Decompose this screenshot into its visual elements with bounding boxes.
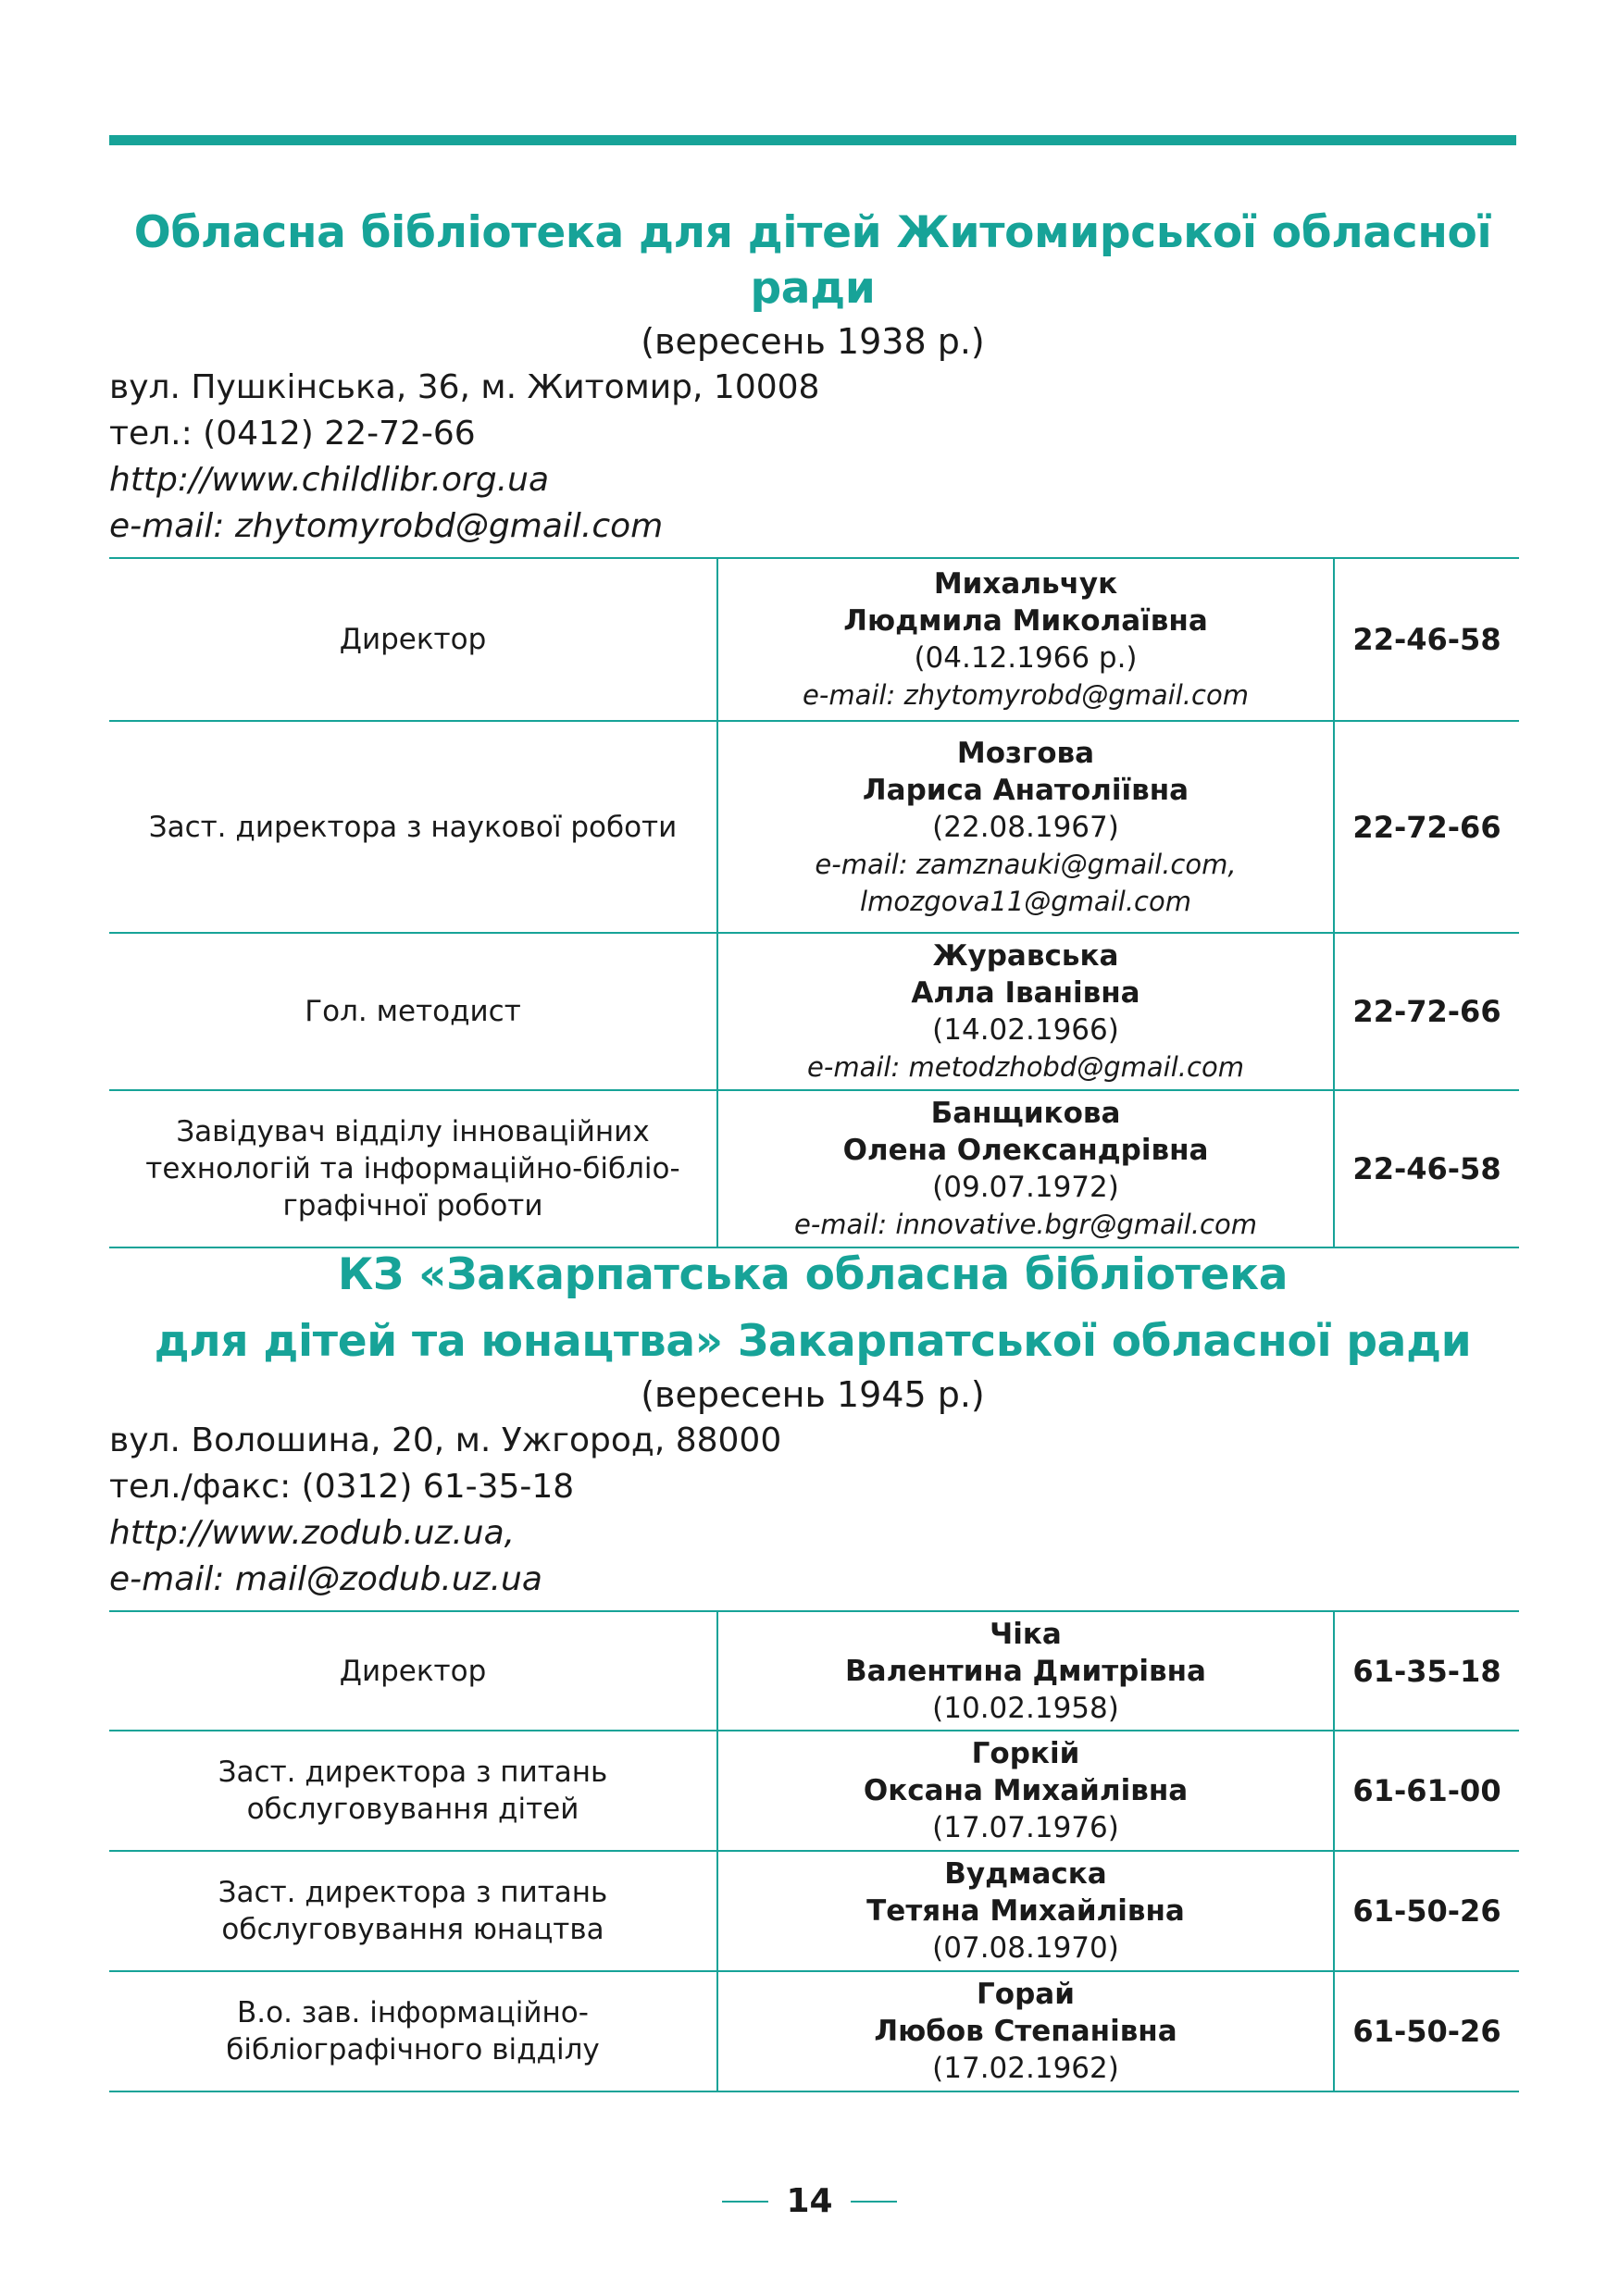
staff-surname: Журавська: [932, 939, 1119, 973]
staff-birth-date: (09.07.1972): [932, 1171, 1119, 1204]
staff-name: Алла Іванівна: [911, 976, 1140, 1010]
staff-birth-date: (14.02.1966): [932, 1013, 1119, 1047]
staff-birth-date: (10.02.1958): [932, 1691, 1119, 1725]
top-accent-bar: [109, 135, 1516, 145]
staff-name: Людмила Миколаївна: [843, 604, 1208, 638]
library-section-zhytomyr: [109, 205, 1516, 1248]
staff-surname: Чіка: [990, 1617, 1062, 1651]
table-row: [109, 721, 1519, 933]
staff-position: Директор: [109, 558, 717, 721]
staff-surname: Горай: [977, 1978, 1075, 2011]
staff-name: Тетяна Михайлівна: [866, 1894, 1185, 1928]
staff-phone: 22-46-58: [1334, 558, 1519, 721]
staff-person: [717, 558, 1334, 721]
staff-name: Любов Степанівна: [874, 2015, 1177, 2048]
staff-person: [717, 1090, 1334, 1247]
staff-person: [717, 721, 1334, 933]
staff-phone: 61-50-26: [1334, 1851, 1519, 1971]
phone: тел.: (0412) 22-72-66: [109, 415, 476, 453]
address: вул. Волошина, 20, м. Ужгород, 88000: [109, 1421, 782, 1459]
address: вул. Пушкінська, 36, м. Житомир, 10008: [109, 368, 820, 406]
table-row: [109, 933, 1519, 1090]
footer-line-left: [722, 2201, 768, 2203]
email-link[interactable]: e-mail: zhytomyrobd@gmail.com: [109, 507, 664, 545]
table-row: [109, 558, 1519, 721]
website-link[interactable]: http://www.childlibr.org.ua: [109, 461, 550, 499]
staff-phone: 61-50-26: [1334, 1971, 1519, 2091]
page-footer: [0, 2182, 1619, 2220]
staff-birth-date: (17.07.1976): [932, 1811, 1119, 1844]
footer-line-right: [851, 2201, 897, 2203]
library-section-zakarpattia: [109, 1247, 1516, 2092]
staff-position: Заст. директора з питань обслуговування дітей: [109, 1731, 717, 1851]
section-title-line1: КЗ «Закарпатська обласна бібліотека: [337, 1249, 1289, 1300]
staff-person: [717, 1731, 1334, 1851]
staff-email[interactable]: e-mail: zamznauki@gmail.com,: [815, 848, 1237, 880]
phone: тел./факс: (0312) 61-35-18: [109, 1468, 575, 1506]
staff-phone: 22-46-58: [1334, 1090, 1519, 1247]
staff-person: [717, 1611, 1334, 1731]
staff-position: Заст. директора з питань обслуговування юнацтва: [109, 1851, 717, 1971]
staff-position: Завідувач відділу інноваційних технологій та інформаційно-бібліо-графічної роботи: [109, 1090, 717, 1247]
staff-surname: Михальчук: [933, 567, 1118, 601]
website-link[interactable]: http://www.zodub.uz.ua,: [109, 1514, 516, 1552]
section-title-line2: для дітей та юнацтва» Закарпатської обласної ради: [154, 1316, 1472, 1367]
founded-date: (вересень 1938 р.): [641, 321, 985, 362]
staff-email[interactable]: e-mail: innovative.bgr@gmail.com: [793, 1209, 1257, 1240]
table-row: [109, 1851, 1519, 1971]
staff-name: Валентина Дмитрівна: [845, 1654, 1206, 1688]
staff-table: [109, 557, 1519, 1248]
staff-email-secondary[interactable]: lmozgova11@gmail.com: [860, 885, 1191, 917]
staff-surname: Горкій: [971, 1737, 1080, 1770]
staff-position: Заст. директора з наукової роботи: [109, 721, 717, 933]
staff-person: [717, 1851, 1334, 1971]
staff-surname: Мозгова: [956, 736, 1095, 770]
founded-date: (вересень 1945 р.): [641, 1374, 985, 1415]
staff-name: Лариса Анатоліївна: [862, 773, 1189, 807]
staff-birth-date: (04.12.1966 р.): [914, 641, 1138, 675]
staff-phone: 22-72-66: [1334, 933, 1519, 1090]
table-row: [109, 1611, 1519, 1731]
staff-birth-date: (22.08.1967): [932, 810, 1119, 844]
staff-phone: 61-61-00: [1334, 1731, 1519, 1851]
table-row: [109, 1971, 1519, 2091]
staff-position: Директор: [109, 1611, 717, 1731]
staff-person: [717, 1971, 1334, 2091]
staff-birth-date: (17.02.1962): [932, 2052, 1119, 2085]
staff-phone: 22-72-66: [1334, 721, 1519, 933]
staff-surname: Вудмаска: [944, 1857, 1107, 1891]
staff-name: Олена Олександрівна: [842, 1134, 1209, 1167]
staff-phone: 61-35-18: [1334, 1611, 1519, 1731]
page-number: 14: [786, 2182, 833, 2220]
staff-person: [717, 933, 1334, 1090]
staff-position: Гол. методист: [109, 933, 717, 1090]
staff-birth-date: (07.08.1970): [932, 1931, 1119, 1965]
staff-name: Оксана Михайлівна: [863, 1774, 1189, 1807]
email-link[interactable]: e-mail: mail@zodub.uz.ua: [109, 1560, 542, 1598]
staff-email[interactable]: e-mail: zhytomyrobd@gmail.com: [803, 679, 1249, 711]
table-row: [109, 1731, 1519, 1851]
staff-surname: Банщикова: [930, 1097, 1121, 1130]
staff-position: В.о. зав. інформаційно-бібліографічного відділу: [109, 1971, 717, 2091]
section-title: Обласна бібліотека для дітей Житомирської обласної ради: [133, 207, 1492, 314]
table-row: [109, 1090, 1519, 1247]
staff-table: [109, 1610, 1519, 2092]
staff-email[interactable]: e-mail: metodzhobd@gmail.com: [807, 1051, 1244, 1083]
